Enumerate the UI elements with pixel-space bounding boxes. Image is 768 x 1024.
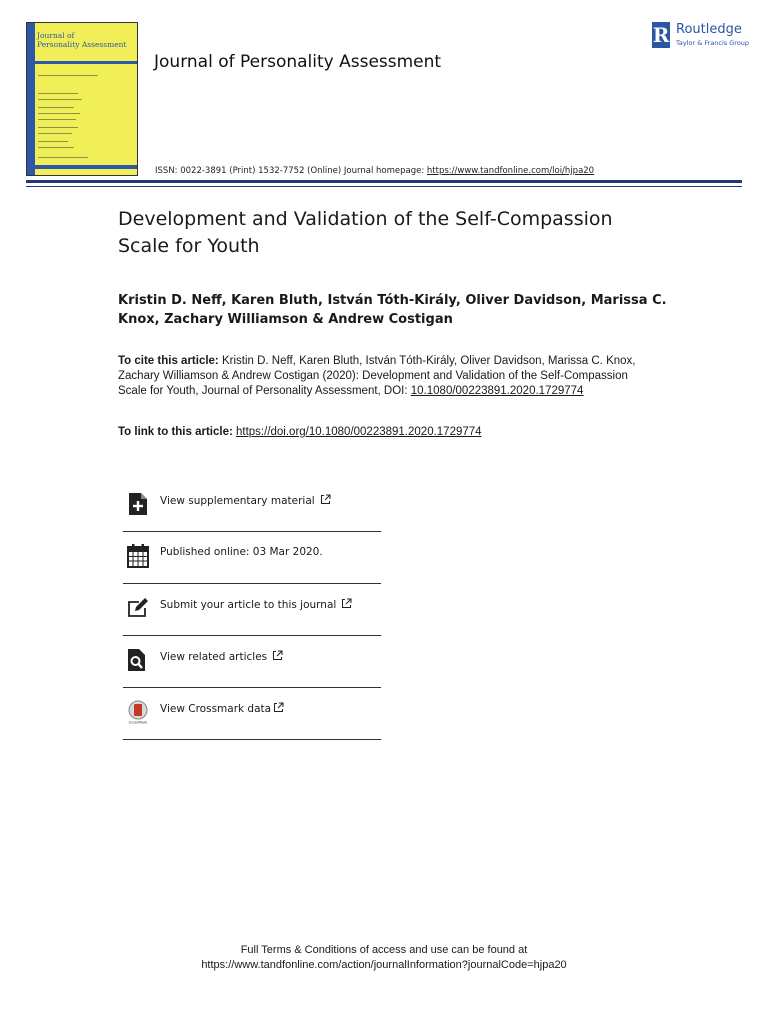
journal-cover-image (26, 22, 138, 176)
footer-terms-link[interactable]: https://www.tandfonline.com/action/journalInformation?journalCode=hjpa20 (201, 959, 567, 971)
cover-title-line1: Journal of (37, 31, 75, 40)
external-link-icon (273, 702, 284, 713)
routledge-logo[interactable] (652, 22, 748, 52)
publisher-name: Routledge (676, 22, 742, 37)
terms-footer (0, 943, 768, 973)
crossmark-row[interactable] (123, 688, 381, 740)
published-row (123, 532, 381, 584)
cite-doi-link[interactable]: 10.1080/00223891.2020.1729774 (410, 385, 584, 397)
calendar-icon (127, 544, 149, 568)
footer-line1: Full Terms & Conditions of access and use can be found at (240, 944, 528, 956)
header-rule (26, 180, 742, 183)
external-link-icon (341, 598, 352, 609)
article-authors: Kristin D. Neff, Karen Bluth, István Tóth-Király, Oliver Davidson, Marissa C. Knox, Zachary Williamson & Andrew Costigan (118, 293, 667, 327)
routledge-r-icon: R (652, 23, 670, 47)
cite-label: To cite this article: (118, 355, 219, 367)
document-plus-icon (127, 492, 149, 516)
article-actions (123, 480, 381, 740)
supplementary-row[interactable] (123, 480, 381, 532)
issn-text: ISSN: 0022-3891 (Print) 1532-7752 (Online) Journal homepage: (155, 166, 427, 176)
submit-row[interactable] (123, 584, 381, 636)
journal-homepage-link[interactable]: https://www.tandfonline.com/loi/hjpa20 (426, 166, 595, 176)
doi-link[interactable]: https://doi.org/10.1080/00223891.2020.1729774 (236, 426, 482, 438)
related-row[interactable] (123, 636, 381, 688)
link-line (118, 425, 482, 440)
external-link-icon (320, 494, 331, 505)
cover-title-line2: Personality Assessment (37, 40, 127, 49)
crossmark-icon-caption: CrossMark (128, 720, 148, 724)
crossmark-icon (127, 700, 149, 724)
journal-name: Journal of Personality Assessment (154, 52, 442, 72)
search-document-icon (127, 648, 149, 672)
submit-label[interactable]: Submit your article to this journal (160, 599, 337, 611)
published-date: Published online: 03 Mar 2020. (160, 546, 323, 558)
supplementary-label[interactable]: View supplementary material (160, 495, 315, 507)
link-label: To link to this article: (118, 426, 236, 438)
crossmark-label[interactable]: View Crossmark data (160, 703, 272, 715)
external-link-icon (272, 650, 283, 661)
related-label[interactable]: View related articles (160, 651, 268, 663)
publisher-subtitle: Taylor & Francis Group (676, 39, 750, 47)
issn-line (155, 166, 594, 176)
pencil-edit-icon (127, 596, 149, 620)
citation-block (118, 354, 638, 399)
header-rule-thin (26, 186, 742, 187)
cite-text: Kristin D. Neff, Karen Bluth, István Tóth-Király, Oliver Davidson, Marissa C. Knox, Zachary Williamson & Andrew Costigan (2020): Development and Validation of the Self-Compassion Scale for Youth, Journal of Personality Assessment, DOI: (118, 355, 636, 397)
article-title: Development and Validation of the Self-Compassion Scale for Youth (118, 208, 613, 257)
